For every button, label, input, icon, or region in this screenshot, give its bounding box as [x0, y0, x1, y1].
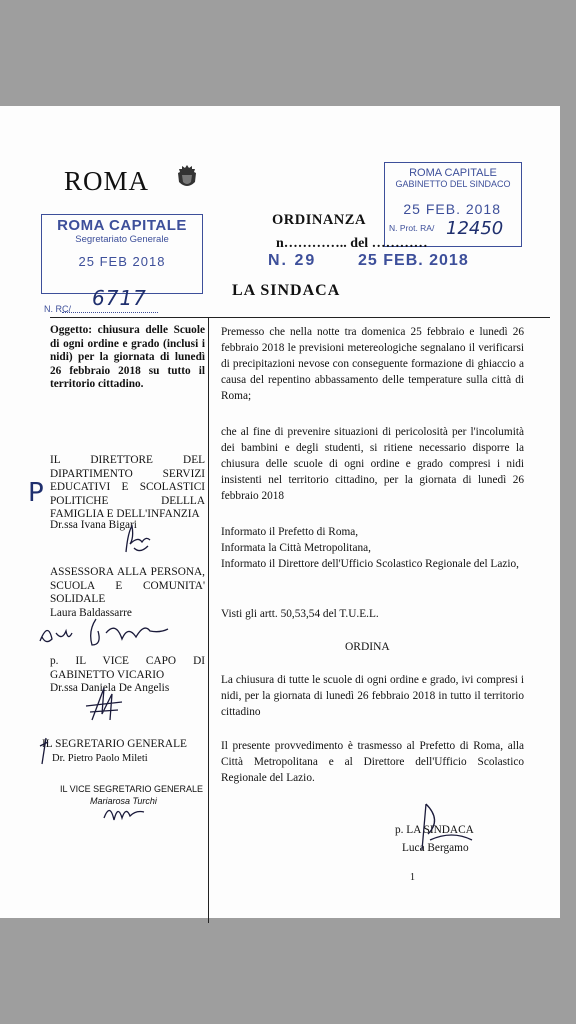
signature-bigari: [120, 518, 156, 558]
nrc-handwritten-number: 6717: [92, 286, 147, 310]
oggetto-text: Oggetto: chiusura delle Scuole di ogni ordine e grado (inclusi i nidi) per la giornata di lunedì 26 febbraio 2018 su tutto il territorio cittadino.: [50, 324, 205, 390]
direttore-name: Dr.ssa Ivana Bigari: [50, 519, 137, 531]
number-date-line: n………….. del …………: [276, 236, 428, 251]
direttore-title: IL DIRETTORE DEL DIPARTIMENTO SERVIZI EDUCATIVI E SCOLASTICI POLITICHE DELLLA FAMIGLIA E DELL'INFANZIA: [50, 454, 205, 520]
prot-handwritten-number: 12450: [446, 218, 504, 239]
margin-mark: P: [28, 478, 44, 508]
visti-line: Visti gli artt. 50,53,54 del T.U.E.L.: [221, 608, 379, 620]
ordinanza-heading: ORDINANZA: [272, 212, 366, 228]
signature-baldassarre: [36, 611, 186, 651]
informato-prefetto: Informato il Prefetto di Roma,: [221, 526, 359, 538]
segretario-name: Dr. Pietro Paolo Mileti: [52, 753, 148, 764]
informata-citta: Informata la Città Metropolitana,: [221, 542, 371, 554]
considerato-paragraph: che al fine di prevenire situazioni di pericolosità per l'incolumità dei bambini e degli studenti, si ritiene necessario disporre la chiusura delle scuole di ogni ordine e grado compresi i nidi insistenti nel territorio cittadino, per la giornata di lunedì 26 febbraio 2018: [221, 426, 524, 502]
roma-crest-icon: [176, 164, 198, 190]
document-page: [0, 106, 560, 918]
header-divider: [50, 317, 550, 318]
page-number: 1: [410, 872, 415, 883]
signature-de-angelis: [82, 684, 130, 724]
assessora-name: Laura Baldassarre: [50, 607, 132, 619]
assessora-title: ASSESSORA ALLA PERSONA, SCUOLA E COMUNITA' SOLIDALE: [50, 566, 205, 605]
stamp-subtitle: GABINETTO DEL SINDACO: [395, 179, 511, 189]
vice-capo-name: Dr.ssa Daniela De Angelis: [50, 682, 170, 694]
premesso-paragraph: Premesso che nella notte tra domenica 25 febbraio e lunedì 26 febbraio 2018 le previsioni metereologiche segnalano il verificarsi di precipitazioni nevose con conseguente formazione di ghiaccio a causa del repentino abbassamento delle temperature sulla città di Roma;: [221, 326, 524, 402]
sindaca-sign-name: Luca Bergamo: [402, 842, 469, 854]
column-divider: [208, 317, 209, 923]
sindaca-sign-title: p. LA SINDACA: [395, 824, 474, 836]
city-title: ROMA: [64, 166, 150, 196]
vice-segretario-stamp-title: IL VICE SEGRETARIO GENERALE: [60, 784, 204, 794]
signature-mileti: [38, 734, 50, 768]
vice-capo-title: p. IL VICE CAPO DI GABINETTO VICARIO: [50, 655, 205, 681]
prot-label: N. Prot. RA/: [389, 223, 435, 233]
segretario-title: IL SEGRETARIO GENERALE: [42, 738, 187, 750]
ordina-heading: ORDINA: [345, 641, 390, 653]
signature-turchi: [100, 796, 150, 826]
stamped-number: N. 29: [268, 252, 317, 269]
disposizione-paragraph: La chiusura di tutte le scuole di ogni ordine e grado, ivi compresi i nidi, per la giornata di lunedì 26 febbraio 2018 in tutto il territorio cittadino: [221, 674, 524, 718]
segretariato-stamp: [41, 214, 203, 294]
informato-direttore: Informato il Direttore dell'Ufficio Scolastico Regionale del Lazio,: [221, 558, 519, 570]
stamp-date: 25 FEB. 2018: [403, 201, 501, 217]
stamp-date: 25 FEB 2018: [78, 254, 166, 269]
vice-segretario-stamp-name: Mariarosa Turchi: [90, 796, 157, 806]
stamp-title: ROMA CAPITALE: [57, 217, 187, 234]
stamp-subtitle: Segretariato Generale: [75, 234, 169, 245]
nrc-dotted-line: [62, 312, 158, 313]
stamped-date: 25 FEB. 2018: [358, 252, 469, 269]
trasmissione-paragraph: Il presente provvedimento è trasmesso al Prefetto di Roma, alla Città Metropolitana e al Direttore dell'Ufficio Scolastico Regionale del Lazio.: [221, 740, 524, 784]
stamp-title: ROMA CAPITALE: [409, 167, 497, 179]
sindaca-heading: LA SINDACA: [232, 282, 341, 299]
signature-bergamo: [412, 800, 482, 860]
nrc-label: N. RC/: [44, 304, 71, 314]
